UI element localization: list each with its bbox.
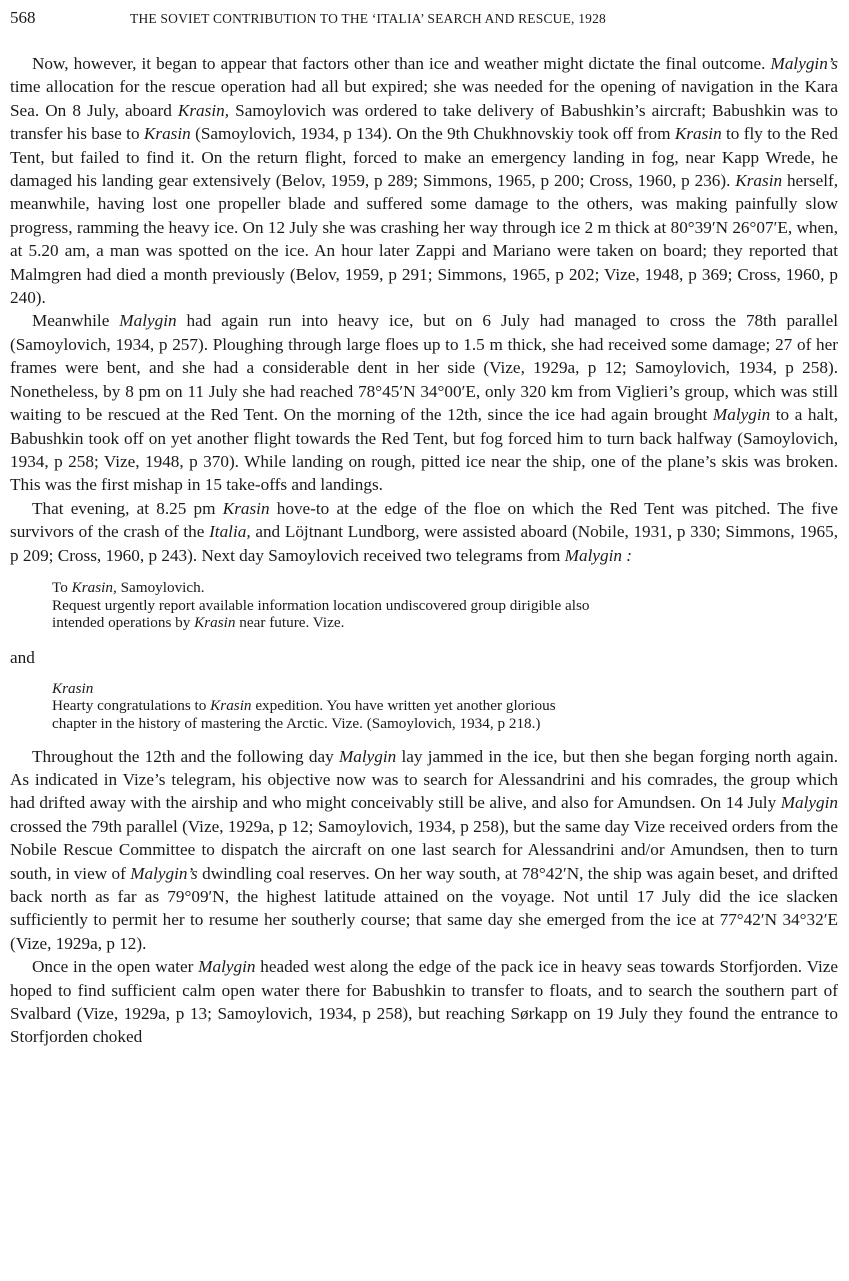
italic-text-run: Malygin <box>780 793 838 813</box>
paragraph-5 <box>10 955 838 1049</box>
italic-text-run: Malygin’s <box>770 54 838 73</box>
text-run: (Samoylovich, 1934, p 134). On the 9th Chukhnovskiy took off from <box>190 124 675 144</box>
italic-text-run: Malygin <box>119 311 177 331</box>
text-run: crossed the 79th parallel (Vize, 1929a, p 12; Samoylovich, 1934, p 258), but the same day Vize received orders from the Nobile Rescue Committee to dispatch the aircraft on one last search for Alessandrini and/or Amundsen, then to turn south, in view of <box>10 816 838 883</box>
text-run: Samoylovich was ordered to take delivery of Babushkin’s aircraft; Babushkin was to transfer his base to <box>10 100 838 144</box>
italic-text-run: Malygin <box>198 957 256 977</box>
and-connector: and <box>10 647 35 667</box>
page-header <box>10 8 838 52</box>
italic-text-run: Malygin’s <box>130 863 198 883</box>
paragraph-4 <box>10 745 838 956</box>
italic-text-run: Krasin <box>222 498 270 518</box>
text-run: That evening, at 8.25 pm <box>32 498 223 518</box>
telegram-congratulations <box>52 680 838 733</box>
running-title: THE SOVIET CONTRIBUTION TO THE ‘ITALIA’ SEARCH AND RESCUE, 1928 <box>130 11 607 26</box>
italic-text-run: Malygin <box>338 746 397 766</box>
telegram-line: chapter in the history of mastering the Arctic. Vize. (Samoylovich, 1934, p 218.) <box>52 714 541 732</box>
text-run: to fly to the Red Tent, but failed to find it. On the return flight, forced to make an emergency landing in fog, near Kapp Wrede, he damaged his landing gear extensively (Belov, 1959, p 289; Simmons, 1965, p 200; Cross, 1960, p 236). <box>10 124 839 191</box>
text-run: Meanwhile <box>32 311 120 331</box>
page-number: 568 <box>10 8 36 27</box>
telegram-line: intended operations by Krasin near future. Vize. <box>52 614 345 632</box>
text-run: lay jammed in the ice, but then she began forging north again. As indicated in Vize’s telegram, his objective now was to search for Alessandrini and his comrades, the group which had drifted away with the airship and who might conceivably still be alive, and also for Amundsen. On 14 July <box>10 746 838 813</box>
text-run: herself, meanwhile, having lost one propeller blade and suffered some damage to the others, was making painfully slow progress, ramming the heavy ice. On 12 July she was crashing her way through ice 2 m thick at 80°39′N 26°07′E, when, at 5.20 am, a man was spotted on the ice. An hour later Zappi and Mariano were taken on board; they reported that Malmgren had died a month previously (Belov, 1959, p 291; Simmons, 1965, p 202; Vize, 1948, p 369; Cross, 1960, p 240). <box>10 171 839 308</box>
paragraph-2 <box>10 309 838 496</box>
text-run: Throughout the 12th and the following day <box>32 746 339 766</box>
text-run: Now, however, it began to appear that factors other than ice and weather might dictate the final outcome. <box>32 54 771 73</box>
text-run: dwindling coal reserves. On her way south, at 78°42′N, the ship was again beset, and drifted back north as far as 79°09′N, the highest latitude attained on the voyage. Not until 17 July did the ice slacken sufficiently to permit her to resume her southerly course; that same day she emerged from the ice at 77°42′N 34°32′E (Vize, 1929a, p 12). <box>10 863 839 953</box>
italic-text-run: Malygin <box>712 405 771 425</box>
telegram-to-krasin <box>52 579 838 632</box>
text-run: hove-to at the edge of the floe on which the Red Tent was pitched. The five survivors of the crash of the <box>10 498 838 542</box>
italic-text-run: Krasin <box>143 124 191 144</box>
paragraph-1 <box>10 52 838 309</box>
text-run: headed west along the edge of the pack ice in heavy seas towards Storfjorden. Vize hoped to find sufficient calm open water there for Babushkin to transfer to floats, and to search the southern part of Svalbard (Vize, 1929a, p 13; Samoylovich, 1934, p 258), but reaching Sørkapp on 19 July they found the entrance to Storfjorden choked <box>10 957 838 1047</box>
text-run: and Löjtnant Lundborg, were assisted aboard (Nobile, 1931, p 330; Simmons, 1965, p 209; Cross, 1960, p 243). Next day Samoylovich received two telegrams from <box>10 522 839 565</box>
text-run: had again run into heavy ice, but on 6 July had managed to cross the 78th parallel (Samoylovich, 1934, p 257). Ploughing through large floes up to 1.5 m thick, she had received some damage; 27 of her frames were bent, and she had a considerable dent in her side (Vize, 1929a, p 12; Samoylovich, 1934, p 258). Nonetheless, by 8 pm on 11 July she had reached 78°45′N 34°00′E, only 320 km from Viglieri’s group, which was still waiting to be rescued at the Red Tent. On the morning of the 12th, since the ice had again brought <box>10 311 838 425</box>
italic-text-run: Malygin : <box>564 545 632 565</box>
italic-text-run: Krasin <box>674 124 722 144</box>
italic-text-run: Italia, <box>209 522 251 542</box>
document-page <box>10 8 838 1049</box>
text-run: Once in the open water <box>32 957 199 977</box>
telegram-line: Request urgently report available information location undiscovered group dirigible also <box>52 596 590 614</box>
text-run: time allocation for the rescue operation had all but expired; she was needed for the opening of navigation in the Kara Sea. On 8 July, aboard <box>10 77 838 120</box>
italic-text-run: Krasin, <box>177 100 230 120</box>
text-run: to a halt, Babushkin took off on yet another flight towards the Red Tent, but fog forced him to turn back halfway (Samoylovich, 1934, p 258; Vize, 1948, p 370). While landing on rough, pitted ice near the ship, one of the plane’s skis was broken. This was the first mishap in 15 take-offs and landings. <box>10 405 838 495</box>
telegram-line: Hearty congratulations to Krasin expedition. You have written yet another glorious <box>52 697 556 715</box>
telegram-line: Krasin <box>52 679 94 697</box>
paragraph-3 <box>10 497 838 567</box>
italic-text-run: Krasin <box>735 171 783 191</box>
telegram-line: To Krasin, Samoylovich. <box>52 578 205 596</box>
